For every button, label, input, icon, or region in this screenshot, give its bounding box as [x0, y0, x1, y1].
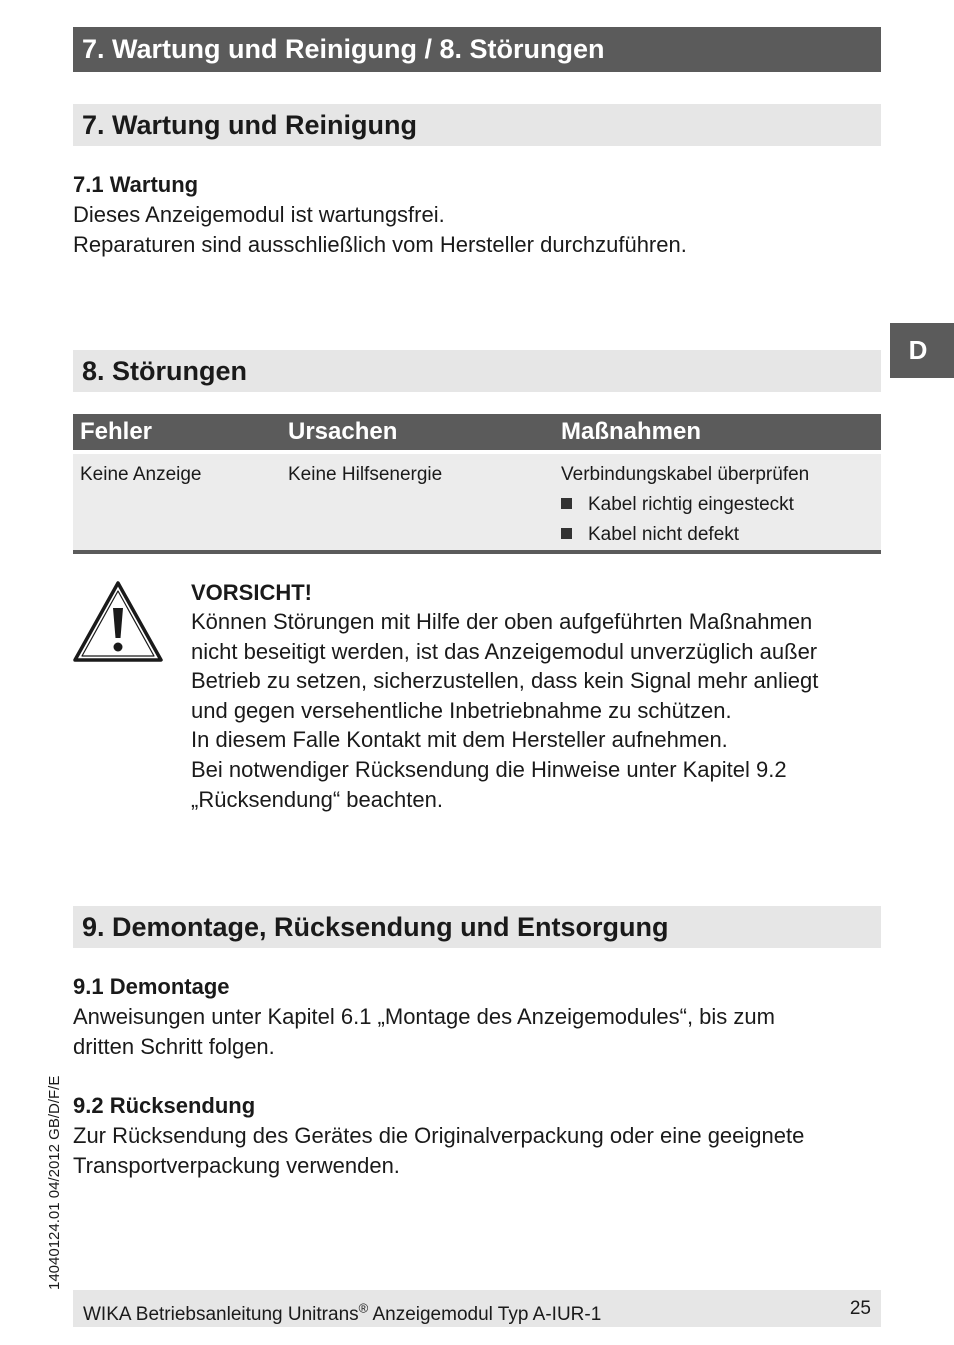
footer-text — [83, 1301, 602, 1326]
page-header-title: 7. Wartung und Reinigung / 8. Störungen — [82, 34, 605, 64]
warning-line: nicht beseitigt werden, ist das Anzeigemodul unverzüglich außer — [191, 638, 818, 664]
table-bottom-rule — [73, 550, 881, 554]
table-bullet-text: Kabel richtig eingesteckt — [588, 494, 794, 515]
document-code: 14040124.01 04/2012 GB/D/F/E — [46, 1075, 63, 1290]
warning-line: Bei notwendiger Rücksendung die Hinweise unter Kapitel 9.2 — [191, 756, 787, 782]
table-bullet-item — [561, 494, 794, 516]
square-bullet-icon — [561, 528, 572, 539]
table-bullet-text: Kabel nicht defekt — [588, 524, 740, 545]
section-9-title: 9. Demontage, Rücksendung und Entsorgung — [82, 912, 669, 942]
section-9-2-line: Zur Rücksendung des Gerätes die Originalverpackung oder eine geeignete — [73, 1123, 805, 1148]
warning-title: VORSICHT! — [191, 580, 312, 605]
table-cell-ursache: Keine Hilfsenergie — [288, 464, 443, 485]
section-7-heading — [73, 104, 881, 146]
warning-line: „Rücksendung“ beachten. — [191, 786, 443, 812]
section-8-title: 8. Störungen — [82, 356, 248, 386]
section-7-1-line-1: Dieses Anzeigemodul ist wartungsfrei. — [73, 202, 445, 227]
warning-triangle-icon — [72, 580, 164, 664]
table-header-row — [73, 414, 881, 450]
section-8-heading — [73, 350, 881, 392]
page-footer — [73, 1290, 881, 1327]
subsection-9-1-title: 9.1 Demontage — [73, 974, 230, 999]
page-header — [73, 27, 881, 72]
table-cell-massnahme: Verbindungskabel überprüfen — [561, 464, 810, 485]
warning-text — [191, 607, 881, 814]
section-7-1-line-2: Reparaturen sind ausschließlich vom Hersteller durchzuführen. — [73, 231, 687, 257]
subsection-7-1-title: 7.1 Wartung — [73, 172, 199, 197]
language-tab: D — [890, 323, 954, 378]
section-9-1-text — [73, 1002, 873, 1061]
subsection-9-2-title: 9.2 Rücksendung — [73, 1093, 256, 1118]
footer-text-main: WIKA Betriebsanleitung Unitrans — [83, 1304, 359, 1326]
section-9-2-text — [73, 1121, 873, 1180]
table-header-massnahmen: Maßnahmen — [561, 418, 702, 445]
section-7-1-text — [73, 200, 873, 259]
square-bullet-icon — [561, 498, 572, 509]
page-number: 25 — [849, 1298, 871, 1319]
table-bullet-item — [561, 524, 739, 546]
footer-text-type: Anzeigemodul Typ A-IUR-1 — [368, 1304, 602, 1326]
section-7-title: 7. Wartung und Reinigung — [82, 110, 417, 140]
table-header-fehler: Fehler — [80, 418, 153, 445]
warning-line: Betrieb zu setzen, sicherzustellen, dass kein Signal mehr anliegt — [191, 668, 819, 694]
warning-line: In diesem Falle Kontakt mit dem Hersteller aufnehmen. — [191, 727, 728, 753]
section-9-2-line: Transportverpackung verwenden. — [73, 1152, 400, 1178]
registered-mark: ® — [358, 1301, 369, 1316]
table-header-ursachen: Ursachen — [288, 418, 398, 445]
section-9-heading — [73, 906, 881, 948]
section-9-1-line: Anweisungen unter Kapitel 6.1 „Montage des Anzeigemodules“, bis zum — [73, 1004, 775, 1029]
warning-line: und gegen versehentliche Inbetriebnahme zu schützen. — [191, 697, 732, 723]
warning-line: Können Störungen mit Hilfe der oben aufgeführten Maßnahmen — [191, 609, 813, 634]
table-cell-fehler: Keine Anzeige — [80, 464, 202, 485]
section-9-1-line: dritten Schritt folgen. — [73, 1033, 275, 1059]
